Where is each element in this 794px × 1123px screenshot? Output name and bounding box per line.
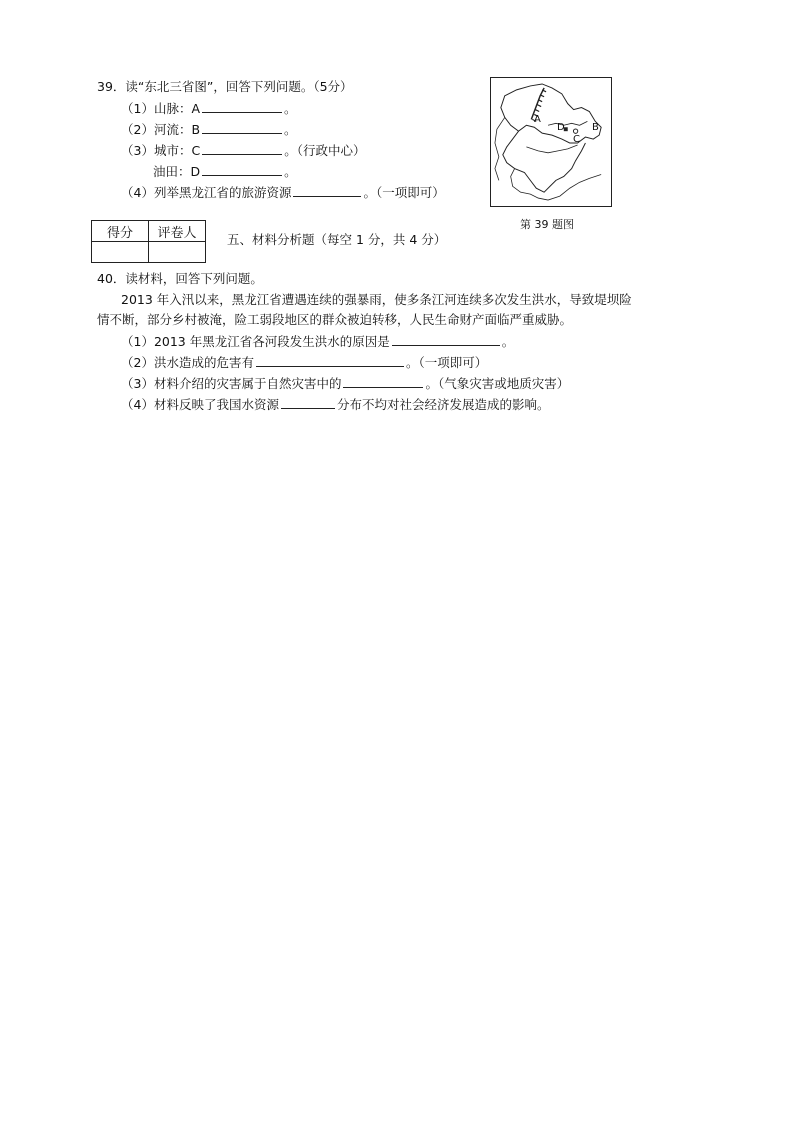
q39-item3b — [153, 163, 297, 180]
q39-item3-label: （3）城市：C — [121, 143, 201, 158]
answer-blank[interactable] — [202, 121, 282, 134]
northeast-map-drawing — [491, 78, 611, 206]
material-line-1: 2013 年入汛以来，黑龙江省遭遇连续的强暴雨，使多条江河连续多次发生洪水，导致堤坝险 — [121, 292, 632, 307]
q39-item2 — [121, 121, 297, 138]
answer-blank[interactable] — [202, 100, 282, 113]
grader-cell[interactable] — [149, 242, 206, 263]
q39-item4-label: （4）列举黑龙江省的旅游资源 — [121, 185, 292, 200]
map-label-a: A — [534, 114, 541, 125]
q40-item1 — [121, 333, 514, 350]
q40-title: 40．读材料，回答下列问题。 — [97, 271, 263, 286]
q40-item2-label: （2）洪水造成的危害有 — [121, 355, 254, 370]
q40-item4 — [121, 396, 549, 413]
material-line-2: 情不断，部分乡村被淹，险工弱段地区的群众被迫转移，人民生命财产面临严重威胁。 — [97, 312, 573, 327]
q40-item3-label: （3）材料介绍的灾害属于自然灾害中的 — [121, 376, 342, 391]
q39-item3-end: 。（行政中心） — [284, 143, 366, 158]
answer-blank[interactable] — [256, 354, 404, 367]
q39-item1 — [121, 100, 297, 117]
score-header: 得分 — [92, 221, 149, 242]
northeast-map — [490, 77, 612, 207]
q39-item2-end: 。 — [284, 122, 297, 137]
q40-item4-end: 分布不均对社会经济发展造成的影响。 — [336, 397, 550, 412]
q39-item3b-end: 。 — [284, 164, 297, 179]
q39-item4-end: 。（一项即可） — [363, 185, 445, 200]
map-label-c: C — [573, 134, 580, 145]
q40-item2-end: 。（一项即可） — [405, 355, 488, 370]
score-table — [91, 220, 206, 263]
answer-blank[interactable] — [202, 163, 282, 176]
map-label-b: B — [592, 122, 599, 133]
answer-blank[interactable] — [281, 396, 335, 409]
map-label-d: D — [557, 122, 565, 133]
q39-item2-label: （2）河流：B — [121, 122, 201, 137]
q39-item1-end: 。 — [284, 101, 297, 116]
q40-item1-label: （1）2013 年黑龙江省各河段发生洪水的原因是 — [121, 334, 390, 349]
score-cell[interactable] — [92, 242, 149, 263]
q39-item4 — [121, 184, 445, 201]
answer-blank[interactable] — [343, 375, 423, 388]
q40-item2 — [121, 354, 487, 371]
q39-item3b-label: 油田：D — [153, 164, 201, 179]
answer-blank[interactable] — [392, 333, 500, 346]
q39-title: 39．读“东北三省图”，回答下列问题。（5分） — [97, 79, 353, 94]
section-heading: 五、材料分析题（每空 1 分，共 4 分） — [227, 232, 447, 247]
answer-blank[interactable] — [202, 142, 282, 155]
q40-item4-label: （4）材料反映了我国水资源 — [121, 397, 279, 412]
q40-item1-end: 。 — [501, 334, 515, 349]
q39-item3 — [121, 142, 365, 159]
q40-item3-end: 。（气象灾害或地质灾害） — [425, 376, 570, 391]
map-caption: 第 39 题图 — [520, 218, 574, 231]
answer-blank[interactable] — [293, 184, 361, 197]
q40-item3 — [121, 375, 569, 392]
grader-header: 评卷人 — [149, 221, 206, 242]
q39-item1-label: （1）山脉：A — [121, 101, 201, 116]
